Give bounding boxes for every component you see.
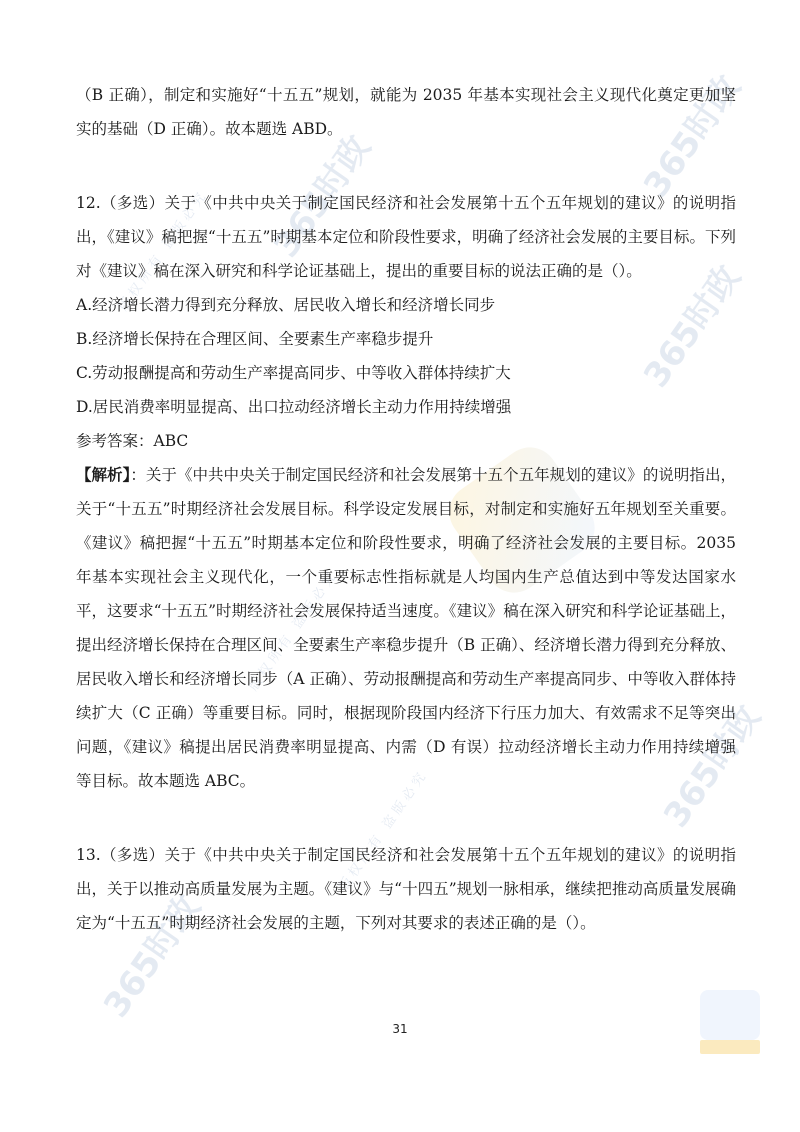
watermark-brand: 365时政 <box>266 128 379 265</box>
reference-answer: 参考答案：ABC <box>76 432 189 450</box>
corner-brand-logo <box>700 990 760 1040</box>
watermark-notice: 版权所有 盗版必究 <box>246 567 342 694</box>
option-a: A.经济增长潜力得到充分释放、居民收入增长和经济增长同步 <box>76 296 496 314</box>
page-number: 31 <box>392 1022 408 1036</box>
watermark-notice: 版权所有 盗版必究 <box>336 767 432 894</box>
watermark-brand: 365时政 <box>636 258 749 395</box>
paragraph-previous-answer: （B 正确），制定和实施好“十五五”规划，就能为 2035 年基本实现社会主义现代化奠定更加坚实的基础（D 正确）。故本题选 ABD。 <box>76 86 736 138</box>
document-body <box>76 78 736 940</box>
watermark-notice: 版权所有 盗版必究 <box>116 187 212 314</box>
watermark-brand: 365时政 <box>96 888 209 1025</box>
option-d: D.居民消费率明显提高、出口拉动经济增长主动力作用持续增强 <box>76 398 512 416</box>
option-b: B.经济增长保持在合理区间、全要素生产率稳步提升 <box>76 330 434 348</box>
analysis-label: 【解析】 <box>76 465 131 484</box>
analysis-text: ：关于《中共中央关于制定国民经济和社会发展第十五个五年规划的建议》的说明指出，关于“十五五”时期经济社会发展目标。科学设定发展目标，对制定和实施好五年规划至关重要。《建议》稿把握“十五五”时期基本定位和阶段性要求，明确了经济社会发展的主要目标。2035 年基本实现社会主义现代化，一个重要标志性指标就是人均国内生产总值达到中等发达国家水平，这要求“十五五”时期经济社会发展保持适当速度。《建议》稿在深入研究和科学论证基础上，提出经济增长保持在合理区间、全要素生产率稳步提升（B 正确）、经济增长潜力得到充分释放、居民收入增长和经济增长同步（A 正确）、劳动报酬提高和劳动生产率提高同步、中等收入群体持续扩大（C 正确）等重要目标。同时，根据现阶段国内经济下行压力加大、有效需求不足等突出问题，《建议》稿提出居民消费率明显提高、内需（D 有误）拉动经济增长主动力作用持续增强等目标。故本题选 ABC。 <box>76 466 736 790</box>
option-c: C.劳动报酬提高和劳动生产率提高同步、中等收入群体持续扩大 <box>76 364 511 382</box>
corner-brand-tab <box>700 1040 760 1054</box>
watermark-brand: 365时政 <box>656 698 769 835</box>
watermark-brand: 365时政 <box>636 68 749 205</box>
question-13: 13.（多选）关于《中共中央关于制定国民经济和社会发展第十五个五年规划的建议》的说明指出，关于以推动高质量发展为主题。《建议》与“十四五”规划一脉相承，继续把推动高质量发展确定为“十五五”时期经济社会发展的主题，下列对其要求的表述正确的是（）。 <box>76 846 736 932</box>
analysis-paragraph <box>76 458 736 798</box>
question-12: 12.（多选）关于《中共中央关于制定国民经济和社会发展第十五个五年规划的建议》的说明指出，《建议》稿把握“十五五”时期基本定位和阶段性要求，明确了经济社会发展的主要目标。下列对《建议》稿在深入研究和科学论证基础上，提出的重要目标的说法正确的是（）。 <box>76 194 736 280</box>
